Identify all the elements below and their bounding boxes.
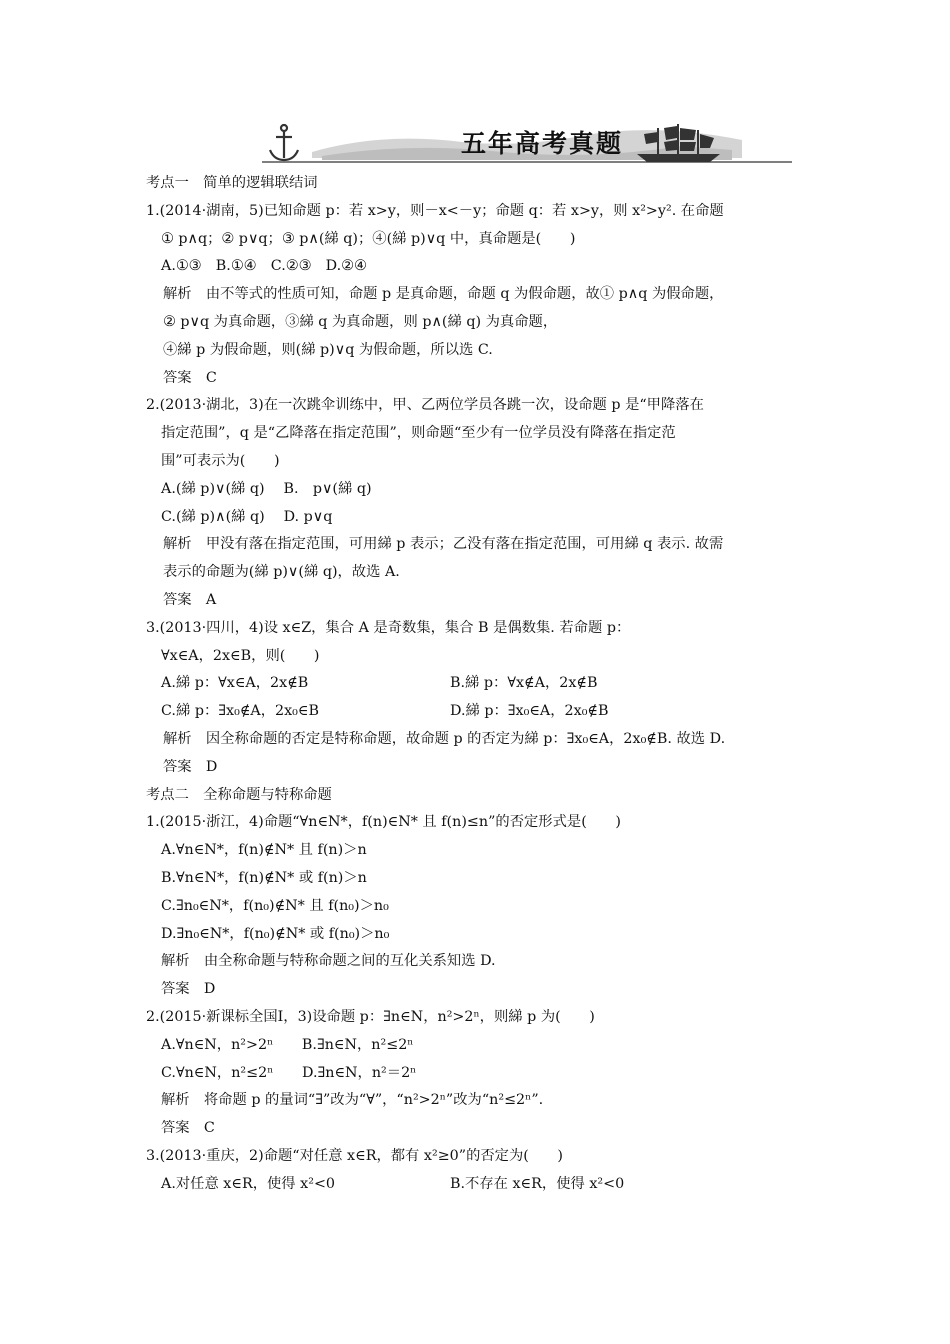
line-text: 答案 A	[163, 591, 217, 608]
text-line	[146, 226, 826, 254]
line-text: ① p∧q；② p∨q；③ p∧(綈 q)；④(綈 p)∨q 中，真命题是( )	[161, 230, 576, 247]
line-text: A.∀n∈N，n²>2ⁿ B.∃n∈N，n²≤2ⁿ	[161, 1036, 414, 1053]
text-line	[146, 531, 826, 559]
text-line	[146, 1087, 826, 1115]
line-text: 2.(2015·新课标全国Ⅰ，3)设命题 p：∃n∈N，n²>2ⁿ，则綈 p 为( )	[146, 1008, 595, 1025]
line-text: A.∀n∈N*，f(n)∉N* 且 f(n)＞n	[161, 842, 367, 859]
text-line	[146, 976, 826, 1004]
text-line	[146, 504, 826, 532]
line-text: C.綈 p：∃x₀∉A，2x₀∈B	[161, 703, 319, 720]
line-text: 1.(2014·湖南，5)已知命题 p：若 x>y，则－x<－y；命题 q：若 x>y，则 x²>y². 在命题	[146, 202, 724, 219]
section-heading	[146, 782, 826, 810]
text-line	[146, 726, 826, 754]
line-text: 2.(2013·湖北，3)在一次跳伞训练中，甲、乙两位学员各跳一次，设命题 p 是“甲降落在	[146, 397, 704, 414]
line-text: 考点一 简单的逻辑联结词	[146, 175, 318, 191]
line-text: D.∃n₀∈N*，f(n₀)∉N* 或 f(n₀)＞n₀	[161, 925, 390, 942]
line-text: 解析 因全称命题的否定是特称命题，故命题 p 的否定为綈 p：∃x₀∈A，2x₀∉B. 故选 D.	[163, 730, 726, 747]
question-line	[146, 1004, 826, 1032]
text-line	[146, 1171, 826, 1199]
line-text: 3.(2013·四川，4)设 x∈Z，集合 A 是奇数集，集合 B 是偶数集. 若命题 p：	[146, 619, 631, 636]
line-text: ∀x∈A，2x∈B，则( )	[161, 647, 320, 664]
text-line	[146, 476, 826, 504]
text-line	[146, 837, 826, 865]
line-text: B.∀n∈N*，f(n)∉N* 或 f(n)＞n	[161, 869, 367, 886]
line-text: 解析 由不等式的性质可知，命题 p 是真命题，命题 q 为假命题，故① p∧q 为假命题，	[163, 286, 724, 303]
line-text: C.(綈 p)∧(綈 q) D. p∨q	[161, 508, 333, 525]
option-right: B.不存在 x∈R，使得 x²<0	[450, 1175, 625, 1192]
text-line	[146, 698, 826, 726]
text-line	[146, 643, 826, 671]
line-text: A.(綈 p)∨(綈 q) B. p∨(綈 q)	[161, 480, 372, 497]
line-text: 解析 甲没有落在指定范围，可用綈 p 表示；乙没有落在指定范围，可用綈 q 表示. 故需	[163, 536, 724, 553]
line-text: C.∀n∈N，n²≤2ⁿ D.∃n∈N，n²＝2ⁿ	[161, 1064, 417, 1081]
text-line	[146, 420, 826, 448]
text-line	[146, 365, 826, 393]
text-line	[146, 865, 826, 893]
banner-title: 五年高考真题	[460, 129, 623, 158]
text-line	[146, 281, 826, 309]
text-line	[146, 921, 826, 949]
text-line	[146, 448, 826, 476]
line-text: 答案 C	[163, 369, 217, 386]
text-line	[146, 1060, 826, 1088]
question-line	[146, 1143, 826, 1171]
text-line	[146, 309, 826, 337]
line-text: A.綈 p：∀x∈A，2x∉B	[161, 675, 309, 692]
option-right: D.綈 p：∃x₀∈A，2x₀∉B	[450, 703, 609, 720]
line-text: 3.(2013·重庆，2)命题“对任意 x∈R，都有 x²≥0”的否定为( )	[146, 1147, 564, 1164]
text-line	[146, 1115, 826, 1143]
line-text: 围”可表示为( )	[161, 452, 280, 469]
section-heading	[146, 170, 826, 198]
line-text: A.对任意 x∈R，使得 x²<0	[161, 1175, 336, 1192]
question-line	[146, 198, 826, 226]
text-line	[146, 893, 826, 921]
line-text: 答案 D	[161, 981, 216, 998]
line-text: 答案 C	[161, 1120, 215, 1137]
line-text: 答案 D	[163, 758, 218, 775]
question-content	[146, 170, 826, 1198]
text-line	[146, 670, 826, 698]
line-text: ② p∨q 为真命题，③綈 q 为真命题，则 p∧(綈 q) 为真命题，	[163, 313, 558, 330]
section-banner	[262, 118, 797, 170]
line-text: 1.(2015·浙江，4)命题“∀n∈N*，f(n)∈N* 且 f(n)≤n”的否定形式是( )	[146, 814, 621, 831]
question-line	[146, 392, 826, 420]
line-text: A.①③ B.①④ C.②③ D.②④	[161, 258, 367, 275]
text-line	[146, 337, 826, 365]
line-text: 解析 由全称命题与特称命题之间的互化关系知选 D.	[161, 953, 496, 970]
question-line	[146, 809, 826, 837]
line-text: ④綈 p 为假命题，则(綈 p)∨q 为假命题，所以选 C.	[163, 341, 493, 358]
question-line	[146, 615, 826, 643]
text-line	[146, 754, 826, 782]
line-text: C.∃n₀∈N*，f(n₀)∉N* 且 f(n₀)＞n₀	[161, 897, 389, 914]
line-text: 指定范围”，q 是“乙降落在指定范围”，则命题“至少有一位学员没有降落在指定范	[161, 425, 676, 442]
line-text: 考点二 全称命题与特称命题	[146, 786, 332, 803]
text-line	[146, 587, 826, 615]
line-text: 解析 将命题 p 的量词“∃”改为“∀”，“n²>2ⁿ”改为“n²≤2ⁿ”.	[161, 1092, 544, 1109]
text-line	[146, 253, 826, 281]
anchor-icon	[270, 125, 298, 160]
line-text: 表示的命题为(綈 p)∨(綈 q)，故选 A.	[163, 564, 400, 581]
text-line	[146, 948, 826, 976]
option-right: B.綈 p：∀x∉A，2x∉B	[450, 675, 598, 692]
text-line	[146, 1032, 826, 1060]
text-line	[146, 559, 826, 587]
